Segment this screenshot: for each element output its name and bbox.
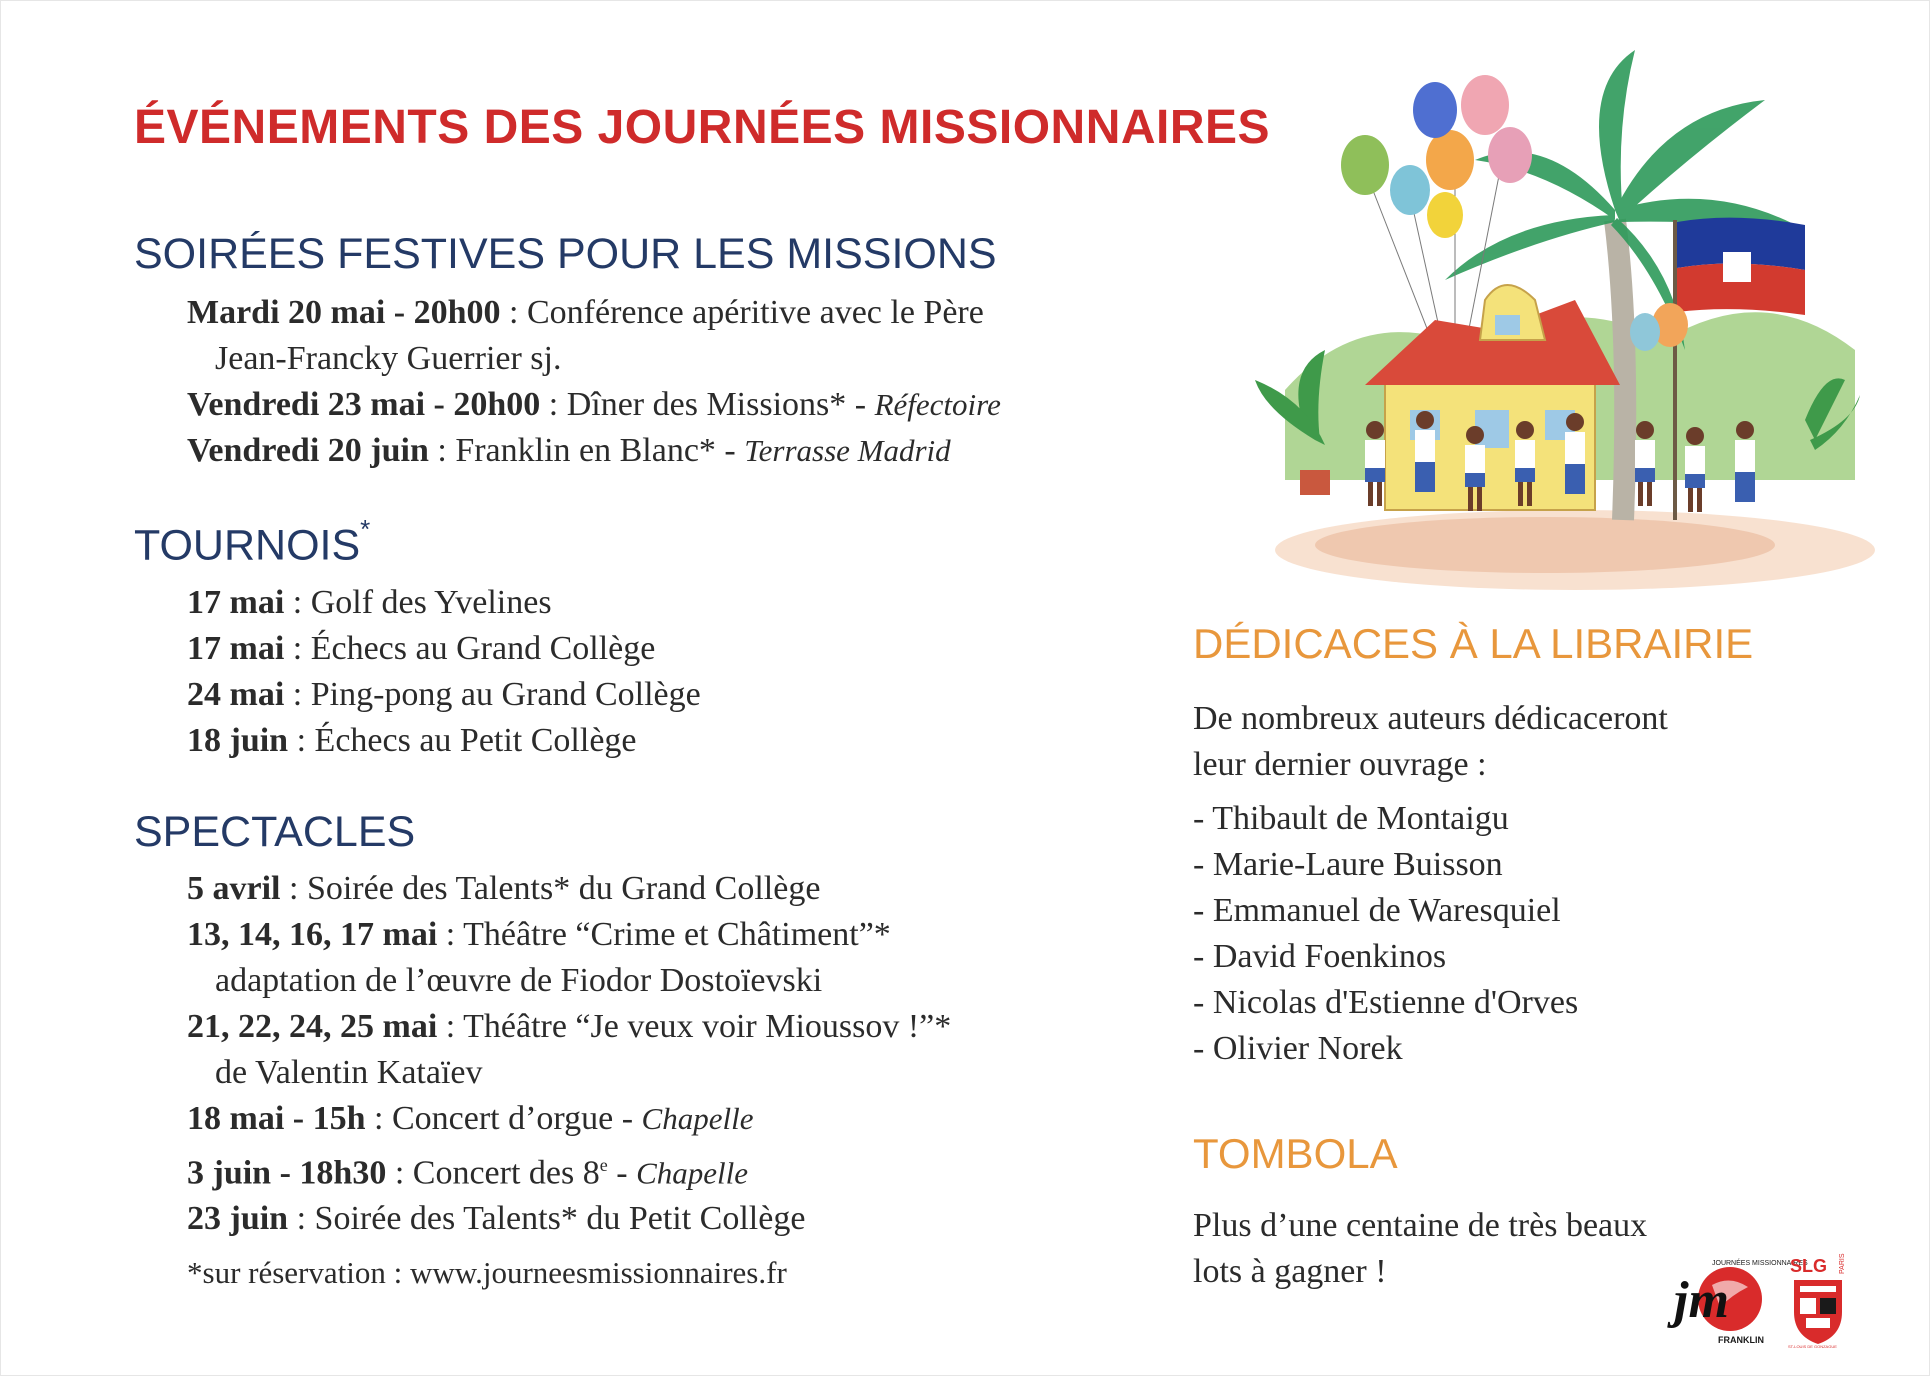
list-item: 3 juin - 18h30 : Concert des 8e - Chapelle — [187, 1154, 748, 1192]
tournois-list — [187, 580, 701, 764]
list-item: 17 mai : Golf des Yvelines — [187, 584, 552, 621]
list-item: 24 mai : Ping-pong au Grand Collège — [187, 676, 701, 713]
spectacles-heading: SPECTACLES — [134, 808, 416, 856]
list-item: 23 juin : Soirée des Talents* du Petit Collège — [187, 1200, 806, 1238]
soirees-heading: SOIRÉES FESTIVES POUR LES MISSIONS — [134, 230, 997, 278]
event-place: Terrasse Madrid — [744, 433, 951, 468]
svg-text:PARIS: PARIS — [1839, 1253, 1846, 1274]
illustration-school-scene — [1245, 50, 1865, 590]
event-place: Réfectoire — [874, 387, 1001, 422]
list-item: 13, 14, 16, 17 mai : Théâtre “Crime et Châtiment”* — [187, 916, 891, 953]
event-date: Mardi 20 mai - 20h00 — [187, 294, 501, 331]
svg-text:FRANKLIN: FRANKLIN — [1718, 1335, 1764, 1345]
list-item-continuation: adaptation de l’œuvre de Fiodor Dostoïevski — [215, 962, 823, 999]
author-item: - Nicolas d'Estienne d'Orves — [1193, 984, 1579, 1021]
list-item: 18 juin : Échecs au Petit Collège — [187, 722, 637, 759]
list-item: 18 mai - 15h : Concert d’orgue - Chapelle — [187, 1100, 754, 1137]
author-item: - David Foenkinos — [1193, 938, 1447, 975]
event-date: Vendredi 23 mai - 20h00 — [187, 386, 541, 423]
spectacles-list — [187, 866, 951, 1242]
reservation-footnote: *sur réservation : www.journeesmissionnaires.fr — [187, 1255, 787, 1290]
author-item: - Emmanuel de Waresquiel — [1193, 892, 1561, 929]
list-item: Vendredi 20 juin : Franklin en Blanc* - Terrasse Madrid — [187, 432, 951, 469]
svg-text:SLG: SLG — [1790, 1256, 1828, 1276]
list-item-continuation: Jean-Francky Guerrier sj. — [215, 340, 562, 377]
author-item: - Marie-Laure Buisson — [1193, 846, 1503, 883]
event-date: Vendredi 20 juin — [187, 432, 429, 469]
event-text: Dîner des Missions* - — [566, 386, 875, 423]
list-item-continuation: de Valentin Kataïev — [215, 1054, 483, 1091]
svg-text:jm: jm — [1674, 1272, 1729, 1329]
list-item: 17 mai : Échecs au Grand Collège — [187, 630, 656, 667]
page-title: ÉVÉNEMENTS DES JOURNÉES MISSIONNAIRES — [134, 101, 1271, 154]
tombola-body: Plus d’une centaine de très beaux lots à gagner ! — [1193, 1207, 1648, 1290]
list-item: Mardi 20 mai - 20h00 : Conférence apéritive avec le Père — [187, 294, 984, 331]
jm-franklin-logo — [1672, 1255, 1808, 1347]
dedicaces-body: De nombreux auteurs dédicaceront leur dernier ouvrage : - Thibault de Montaigu - Marie-Laure Buisson - Emmanuel de Waresquiel - David Foenkinos - Nicolas d'Estienne d'Orves - Olivier Norek — [1193, 696, 1668, 1072]
list-item: Vendredi 23 mai - 20h00 : Dîner des Missions* - Réfectoire — [187, 386, 1001, 423]
tombola-heading: TOMBOLA — [1193, 1130, 1398, 1177]
list-item: 5 avril : Soirée des Talents* du Grand Collège — [187, 870, 821, 907]
slg-paris-logo — [1786, 1252, 1856, 1350]
author-item: - Olivier Norek — [1193, 1030, 1403, 1067]
dedicaces-heading: DÉDICACES À LA LIBRAIRIE — [1193, 620, 1754, 667]
svg-text:ST-LOUIS DE GONZAGUE: ST-LOUIS DE GONZAGUE — [1788, 1344, 1837, 1349]
event-text: Franklin en Blanc* - — [455, 432, 745, 469]
list-item: 21, 22, 24, 25 mai : Théâtre “Je veux voir Mioussov !”* — [187, 1008, 952, 1045]
author-item: - Thibault de Montaigu — [1193, 800, 1509, 837]
soirees-list — [187, 290, 1001, 474]
svg-text:JOURNÉES MISSIONNAIRES: JOURNÉES MISSIONNAIRES — [1712, 1260, 1808, 1267]
event-text: Conférence apéritive avec le Père — [527, 294, 984, 331]
tournois-heading: TOURNOIS* — [134, 514, 371, 570]
